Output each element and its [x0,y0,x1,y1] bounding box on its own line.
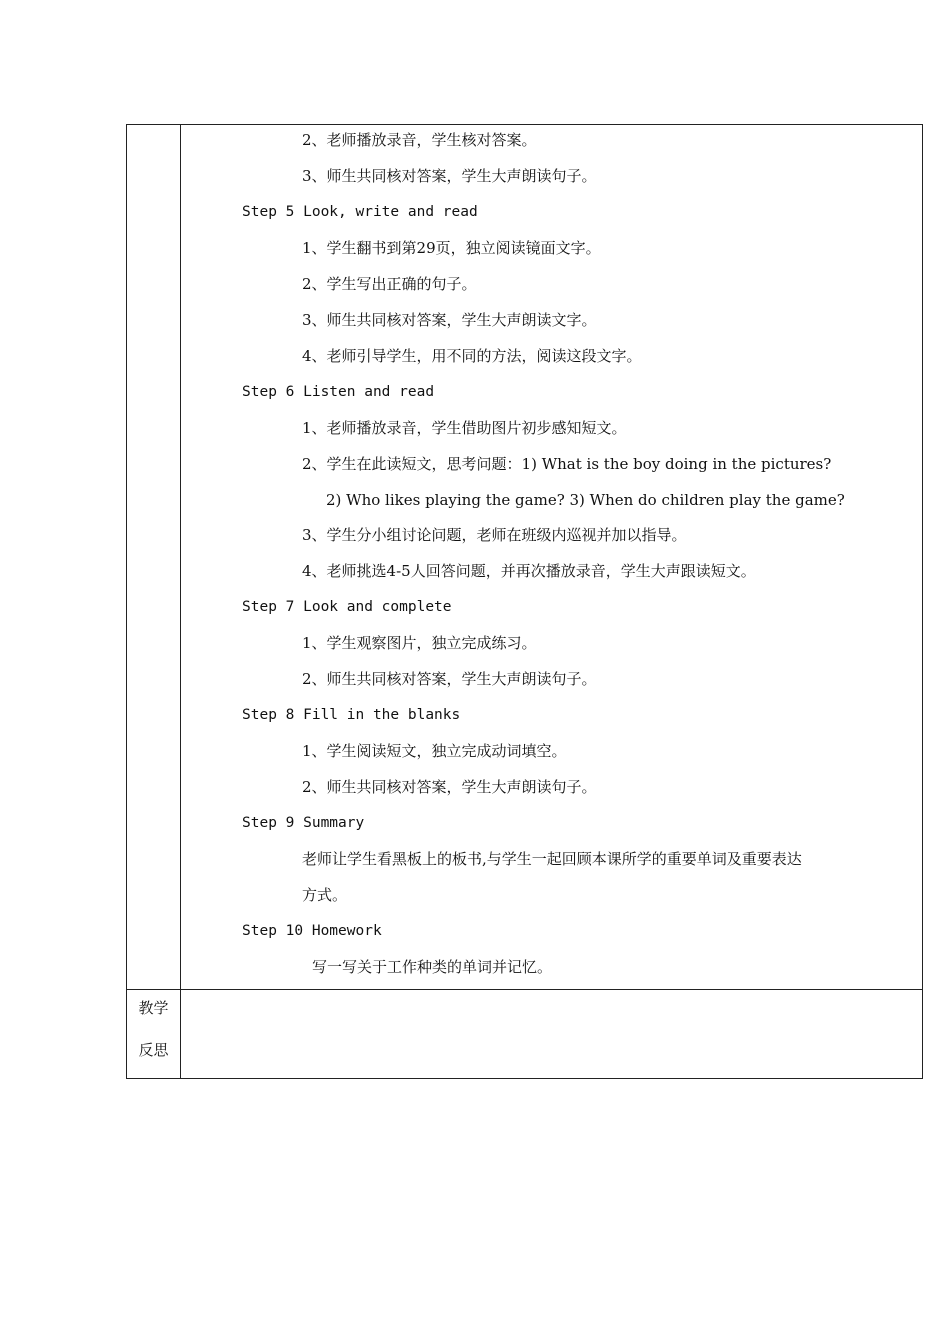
reflection-label-line1: 教学 [138,999,169,1017]
procedure-item: 2、师生共同核对答案，学生大声朗读句子。 [302,778,597,796]
procedure-item: 3、师生共同核对答案，学生大声朗读文字。 [302,311,597,329]
procedure-item: 4、老师挑选4-5人回答问题，并再次播放录音，学生大声跟读短文。 [302,562,756,580]
reflection-label-line2: 反思 [138,1041,169,1059]
homework-text: 写一写关于工作种类的单词并记忆。 [312,958,553,976]
procedure-content-cell [181,125,923,990]
reflection-row [127,990,923,1079]
step-heading: Step 10 Homework [242,923,382,939]
procedure-item: 1、学生观察图片，独立完成练习。 [302,634,537,652]
procedure-item: 3、师生共同核对答案，学生大声朗读句子。 [302,167,597,185]
step-heading: Step 8 Fill in the blanks [242,707,461,723]
step-heading: Step 6 Listen and read [242,384,435,400]
procedure-item: 1、学生阅读短文，独立完成动词填空。 [302,742,567,760]
step-heading: Step 9 Summary [242,815,365,831]
procedure-item: 1、老师播放录音，学生借助图片初步感知短文。 [302,419,627,437]
step-heading: Step 7 Look and complete [242,599,452,615]
reflection-content-cell[interactable] [181,990,923,1079]
summary-text: 老师让学生看黑板上的板书,与学生一起回顾本课所学的重要单词及重要表达 [302,850,802,868]
procedure-row [127,125,923,990]
procedure-item-continued: 2) Who likes playing the game? 3) When do children play the game? [326,491,845,509]
procedure-item: 1、学生翻书到第29页，独立阅读镜面文字。 [302,239,601,257]
procedure-item: 3、学生分小组讨论问题，老师在班级内巡视并加以指导。 [302,526,687,544]
lesson-plan-table [126,124,923,1079]
procedure-item: 2、学生在此读短文，思考问题：1) What is the boy doing in the pictures? [302,455,832,473]
procedure-item: 4、老师引导学生，用不同的方法，阅读这段文字。 [302,347,642,365]
procedure-item: 2、老师播放录音，学生核对答案。 [302,131,537,149]
procedure-item: 2、学生写出正确的句子。 [302,275,477,293]
procedure-label-cell [127,125,181,990]
summary-text-continued: 方式。 [302,886,348,904]
procedure-item: 2、师生共同核对答案，学生大声朗读句子。 [302,670,597,688]
step-heading: Step 5 Look, write and read [242,204,478,220]
reflection-label-cell [127,990,181,1079]
